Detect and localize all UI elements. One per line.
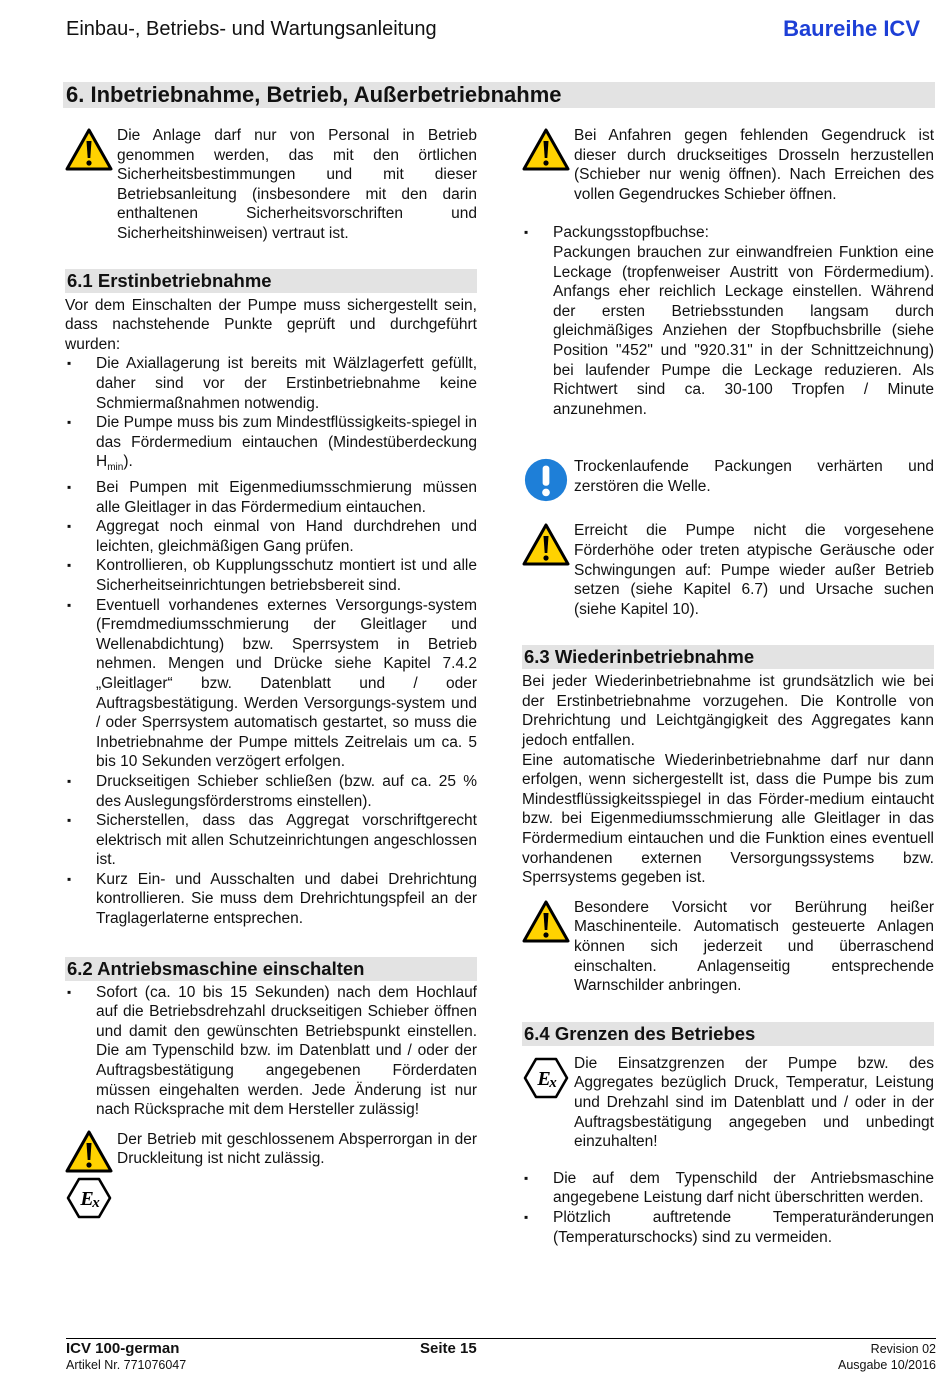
list-item: ▪ Bei Pumpen mit Eigenmediumsschmierung müssen alle Gleitlager in das Fördermedium eintauchen. xyxy=(65,478,477,517)
list-item: ▪ Die auf dem Typenschild der Antriebsmaschine angegebene Leistung darf nicht überschritten werden. xyxy=(522,1169,934,1208)
section-title-6-1: 6.1 Erstinbetriebnahme xyxy=(65,269,477,293)
list-item: ▪ Aggregat noch einmal von Hand durchdrehen und leichten, gleichmäßigen Gang prüfen. xyxy=(65,517,477,556)
section-title-6-2: 6.2 Antriebsmaschine einschalten xyxy=(65,957,477,981)
list-item: ▪ Druckseitigen Schieber schließen (bzw. auf ca. 25 % des Auslegungsförderstroms einstellen). xyxy=(65,772,477,811)
warning-text: Erreicht die Pumpe nicht die vorgesehene Förderhöhe oder treten atypische Geräusche oder Schwingungen auf: Pumpe wieder außer Betrieb setzen (siehe Kapitel 6.7) und Ursache suchen (siehe Kapitel 10). xyxy=(574,522,934,618)
list-item: ▪ Die Pumpe muss bis zum Mindestflüssigkeits-spiegel in das Fördermedium eintauchen (Mindestüberdeckung $H_{min}$). xyxy=(65,413,477,478)
section-title-6-3: 6.3 Wiederinbetriebnahme xyxy=(522,645,934,669)
section-6-1-checklist xyxy=(65,354,477,928)
footer-article-number: Artikel Nr. 771076047 xyxy=(66,1358,187,1372)
warning-text: Besondere Vorsicht vor Berührung heißer Maschinenteile. Automatisch gesteuerte Anlagen können sich jederzeit und überraschend einschalten. Anlagenseitig entsprechende Warnschilder anbringen. xyxy=(574,898,934,995)
list-item: ▪ Plötzlich auftretende Temperaturänderungen (Temperaturschocks) sind zu vermeiden. xyxy=(522,1208,934,1247)
list-item: ▪ Packungsstopfbuchse: Packungen brauchen zur einwandfreien Funktion eine Leckage (tropfenweiser Austritt von Fördermedium). Anfangs eher reichlich Leckage einstellen. Während der ersten Betriebsstunden langsam durch gleichmäßiges Anziehen der Stopfbuchsbrille (siehe Position "452" und "920.31" in der Schnittzeichnung) bei laufender Pumpe die Leckage reduzieren. Als Richtwert sind ca. 30-100 Tropfen / Minute anzunehmen. xyxy=(522,223,934,419)
info-note-dry-packing xyxy=(522,457,934,503)
list-item: ▪ Kurz Ein- und Ausschalten und dabei Drehrichtung kontrollieren. Sie muss dem Drehrichtungspfeil an der Traglagerlaterne entsprechen. xyxy=(65,870,477,929)
warning-note-backpressure xyxy=(522,126,934,204)
section-6-1-intro: Vor dem Einschalten der Pumpe muss sichergestellt sein, dass nachstehende Punkte geprüft und durchgeführt wurden: xyxy=(65,296,477,353)
warning-note-head xyxy=(522,521,934,619)
section-6-3-paragraph-2: Eine automatische Wiederinbetriebnahme darf nur dann erfolgen, wenn sichergestellt ist, dass die Pumpe bis zum Mindestflüssigkeitsspiegel in das Förder-medium eintaucht bzw. bei Eigenmediumsschmierung alle Gleitlager in das Fördermedium eintauchen und die Funktion eines eventuell vorhandenen externen Versorgungssystems bzw. Sperrsystems gegeben ist. xyxy=(522,751,934,887)
info-text: Trockenlaufende Packungen verhärten und zerstören die Welle. xyxy=(574,458,934,495)
warning-triangle-icon xyxy=(65,126,113,174)
right-column xyxy=(522,126,934,1247)
header-series-title: Baureihe ICV xyxy=(783,16,920,41)
list-item: ▪ Eventuell vorhandenes externes Versorgungs-system (Fremdmediumsschmierung der Gleitlager und Wellenabdichtung) bzw. Sperrsystem in Betrieb nehmen. Mengen und Drücke siehe Kapitel 7.4.2 „Gleitlager“ bzw. Datenblatt und / oder Auftragsbestätigung. Werden Versorgungs-system und / oder Sperrsystem automatisch gestartet, so muss die Inbetriebnahme der Pumpe mittels Zeitrelais um ca. 5 bis 10 Sekunden verzögert erfolgen. xyxy=(65,596,477,772)
warning-text: Die Anlage darf nur von Personal in Betrieb genommen werden, das mit den örtlichen Sicherheitsbestimmungen und mit dieser Betriebsanleitung (insbesondere mit den darin enthaltenen Sicherheitsvorschriften und Sicherheitshinweisen) vertraut ist. xyxy=(117,127,477,242)
info-exclamation-icon xyxy=(522,457,570,503)
footer-revision: Revision 02 xyxy=(870,1342,936,1356)
footer-document-name: ICV 100-german xyxy=(66,1340,180,1357)
list-item: ▪ Kontrollieren, ob Kupplungsschutz montiert ist und alle Sicherheitseinrichtungen betriebsbereit sind. xyxy=(65,556,477,595)
ex-explosion-protection-icon xyxy=(65,1176,113,1220)
warning-triangle-icon xyxy=(65,1130,113,1174)
warning-note-closed-valve xyxy=(65,1130,477,1220)
section-6-4-list xyxy=(522,1169,934,1247)
footer-page-number: Seite 15 xyxy=(420,1340,477,1357)
chapter-title: 6. Inbetriebnahme, Betrieb, Außerbetriebnahme xyxy=(63,82,935,108)
section-title-6-4: 6.4 Grenzen des Betriebes xyxy=(522,1022,934,1046)
list-item: ▪ Die Axiallagerung ist bereits mit Wälzlagerfett gefüllt, daher sind vor der Erstinbetriebnahme keine Schmiermaßnahmen notwendig. xyxy=(65,354,477,413)
footer-divider xyxy=(66,1338,936,1339)
ex-explosion-protection-icon xyxy=(522,1054,570,1102)
footer-issue-date: Ausgabe 10/2016 xyxy=(837,1358,936,1372)
header-document-title: Einbau-, Betriebs- und Wartungsanleitung xyxy=(66,18,437,40)
ex-text: Die Einsatzgrenzen der Pumpe bzw. des Aggregates bezüglich Druck, Temperatur, Leistung und Drehzahl sind im Datenblatt und / oder in der Auftragsbestätigung angegeben und unbedingt einzuhalten! xyxy=(574,1054,934,1151)
warning-text: Der Betrieb mit geschlossenem Absperrorgan in der Druckleitung ist nicht zulässig. xyxy=(117,1130,477,1168)
list-item: ▪ Sicherstellen, dass das Aggregat vorschriftgerecht elektrisch mit allen Schutzeinrichtungen angeschlossen ist. xyxy=(65,811,477,870)
warning-triangle-icon xyxy=(522,126,570,174)
ex-note-limits xyxy=(522,1054,934,1152)
warning-triangle-icon xyxy=(522,898,570,946)
warning-note-personnel xyxy=(65,126,477,244)
warning-triangle-icon xyxy=(522,521,570,569)
section-6-3-paragraph-1: Bei jeder Wiederinbetriebnahme ist grundsätzlich wie bei der Erstinbetriebnahme vorzugehen. Die Kontrolle von Drehrichtung und Leichtgängigkeit des Aggregates kann jedoch entfallen. xyxy=(522,673,934,750)
left-column xyxy=(65,126,477,1220)
section-6-2-list xyxy=(65,983,477,1120)
warning-note-hot-parts xyxy=(522,898,934,996)
list-item: ▪ Sofort (ca. 10 bis 15 Sekunden) nach dem Hochlauf auf die Betriebsdrehzahl druckseitigen Schieber öffnen und damit den gewünschten Betriebspunkt einstellen. Die am Typenschild bzw. im Datenblatt und / oder der Auftragsbestätigung angegebenen Förderdaten müssen eingehalten werden. Jede Änderung ist nur nach Rücksprache mit dem Hersteller zulässig! xyxy=(65,983,477,1120)
packing-list xyxy=(522,223,934,419)
warning-text: Bei Anfahren gegen fehlenden Gegendruck ist dieser durch druckseitiges Drosseln herzustellen (Schieber nur wenig öffnen). Nach Erreichen des vollen Gegendruckes Schieber öffnen. xyxy=(574,127,934,203)
